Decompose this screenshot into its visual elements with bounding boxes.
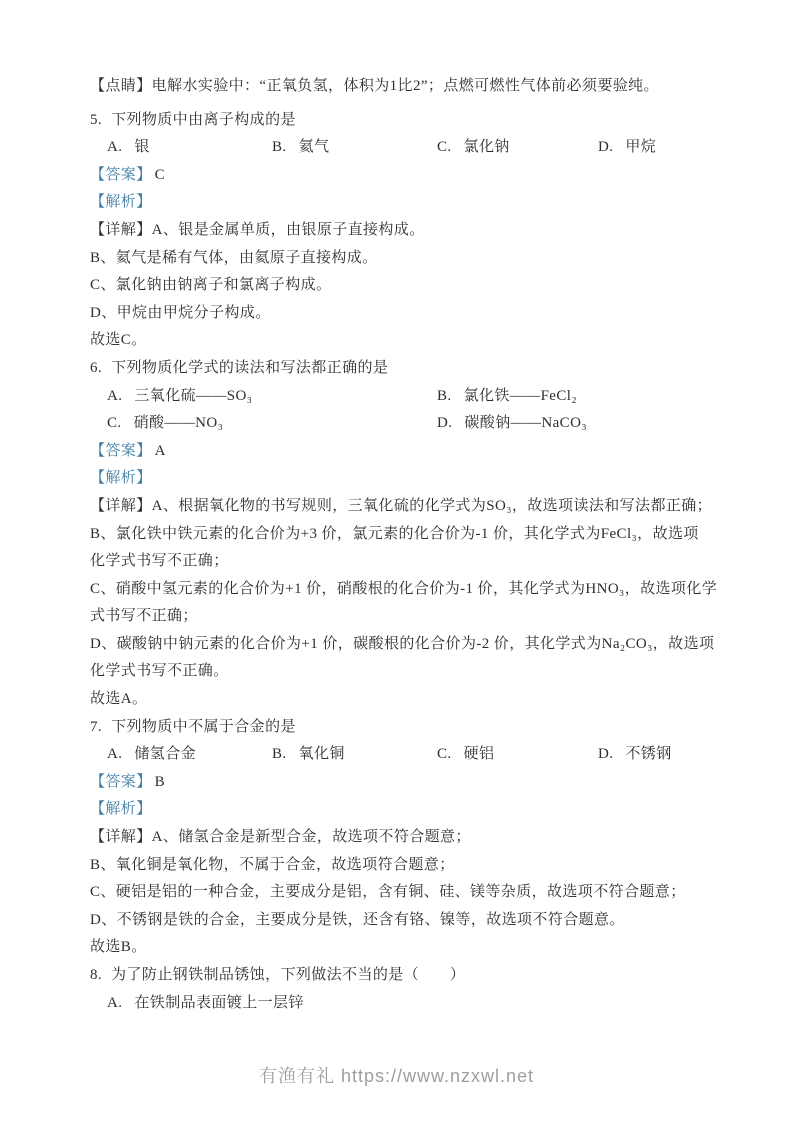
conclusion-line: 故选A。 [90, 691, 148, 708]
explanation-line: B、氧化铜是氧化物，不属于合金，故选项符合题意； [90, 856, 455, 873]
option-key: D. [598, 139, 614, 156]
options-row [90, 410, 715, 438]
explanation-line: D、不锈钢是铁的合金，主要成分是铁，还含有铬、镍等，故选项不符合题意。 [90, 911, 625, 928]
option-key: A. [107, 387, 123, 404]
question-number: 7. [90, 718, 103, 735]
question-stem [90, 355, 715, 383]
explanation-line: C、硝酸中氢元素的化合价为+1 价，硝酸根的化合价为-1 价，其化学式为HNO₃，故选项化学 [90, 580, 718, 597]
analysis-label: 【解析】 [90, 801, 152, 818]
question-8 [90, 962, 715, 1017]
conclusion-line: 故选B。 [90, 939, 147, 956]
option-key: A. [107, 746, 123, 763]
question-text: 下列物质中由离子构成的是 [111, 111, 296, 128]
option-key: C. [437, 139, 452, 156]
answer-line [90, 438, 715, 466]
question-number: 5. [90, 111, 103, 128]
answer-label: 【答案】 [90, 166, 152, 183]
option-key: C. [107, 415, 122, 432]
question-stem [90, 714, 715, 742]
watermark-text: 有渔有礼 https://www.nzxwl.net [258, 1066, 535, 1086]
option-text: 在铁制品表面镀上一层锌 [134, 994, 304, 1011]
option-c [107, 410, 437, 438]
analysis-line [90, 796, 715, 824]
option-text: 三氧化硫——SO₃ [134, 387, 253, 404]
option-text: 氯化铁——FeCl₂ [463, 387, 577, 404]
option-key: B. [272, 746, 287, 763]
exam-content [90, 73, 718, 1017]
option-text: 氦气 [298, 139, 330, 156]
option-d [598, 134, 656, 162]
explanation-line: C、氯化钠由钠离子和氯离子构成。 [90, 277, 332, 294]
explanation-line: 化学式书写不正确。 [90, 663, 229, 680]
answer-line [90, 162, 715, 190]
option-key: A. [107, 139, 123, 156]
option-text: 碳酸钠——NaCO₃ [464, 415, 587, 432]
options-row [90, 741, 715, 769]
option-key: B. [272, 139, 287, 156]
option-text: 不锈钢 [625, 746, 672, 763]
option-b [272, 741, 437, 769]
explanation-line: 【详解】A、储氢合金是新型合金，故选项不符合题意； [90, 829, 471, 846]
question-text: 下列物质中不属于合金的是 [111, 718, 296, 735]
option-key: D. [437, 415, 453, 432]
answer-value: B [154, 773, 166, 790]
option-text: 氯化钠 [463, 139, 510, 156]
explanation-line: 式书写不正确； [90, 608, 198, 625]
option-d [598, 741, 672, 769]
conclusion-line: 故选C。 [90, 332, 147, 349]
analysis-line [90, 189, 715, 217]
analysis-label: 【解析】 [90, 194, 152, 211]
answer-line [90, 769, 715, 797]
options-row [90, 383, 715, 411]
question-5 [90, 107, 715, 355]
question-text: 下列物质化学式的读法和写法都正确的是 [111, 359, 389, 376]
explanation-line: D、甲烷由甲烷分子构成。 [90, 304, 271, 321]
answer-label: 【答案】 [90, 442, 152, 459]
question-7 [90, 714, 715, 962]
answer-label: 【答案】 [90, 773, 152, 790]
question-number: 8. [90, 967, 103, 983]
explanation-line: B、氯化铁中铁元素的化合价为+3 价，氯元素的化合价为-1 价，其化学式为FeCl₃，故选项 [90, 525, 699, 542]
option-key: B. [437, 387, 452, 404]
option-text: 氧化铜 [298, 746, 345, 763]
options-row [90, 134, 715, 162]
option-text: 甲烷 [625, 139, 657, 156]
question-stem [90, 962, 715, 990]
explanation-line: C、硬铝是铝的一种合金，主要成分是铝，含有铜、硅、镁等杂质，故选项不符合题意； [90, 884, 686, 901]
analysis-line [90, 465, 715, 493]
explanation-line: B、氦气是稀有气体，由氦原子直接构成。 [90, 249, 378, 266]
option-text: 硬铝 [463, 746, 495, 763]
explanation-line: 【详解】A、根据氧化物的书写规则，三氧化硫的化学式为SO₃，故选项读法和写法都正确； [90, 497, 713, 514]
question-stem [90, 107, 715, 135]
option-text: 储氢合金 [134, 746, 196, 763]
question-number: 6. [90, 359, 103, 376]
option-d [437, 410, 587, 438]
page-footer [0, 1062, 793, 1088]
explanation-line: 【详解】A、银是金属单质，由银原子直接构成。 [90, 221, 425, 238]
option-b [437, 383, 577, 411]
option-key: D. [598, 746, 614, 763]
explanation-line: 化学式书写不正确； [90, 553, 229, 570]
question-6 [90, 355, 718, 714]
tip-note: 【点睛】电解水实验中：“正氧负氢，体积为1比2”；点燃可燃性气体前必须要验纯。 [90, 78, 659, 94]
option-key: C. [437, 746, 452, 763]
option-a [107, 383, 437, 411]
answer-value: C [154, 166, 166, 183]
option-text: 硝酸——NO₃ [133, 415, 224, 432]
option-key: A. [107, 994, 123, 1011]
option-a [107, 134, 272, 162]
answer-value: A [154, 442, 166, 459]
explanation-line: D、碳酸钠中钠元素的化合价为+1 价，碳酸根的化合价为-2 价，其化学式为Na₂CO₃，故选项 [90, 635, 715, 652]
options-row [90, 990, 715, 1018]
option-a [107, 990, 304, 1018]
option-b [272, 134, 437, 162]
option-a [107, 741, 272, 769]
question-text: 为了防止钢铁制品锈蚀，下列做法不当的是（ ） [111, 967, 466, 983]
option-text: 银 [134, 139, 150, 156]
option-c [437, 134, 598, 162]
analysis-label: 【解析】 [90, 470, 152, 487]
option-c [437, 741, 598, 769]
